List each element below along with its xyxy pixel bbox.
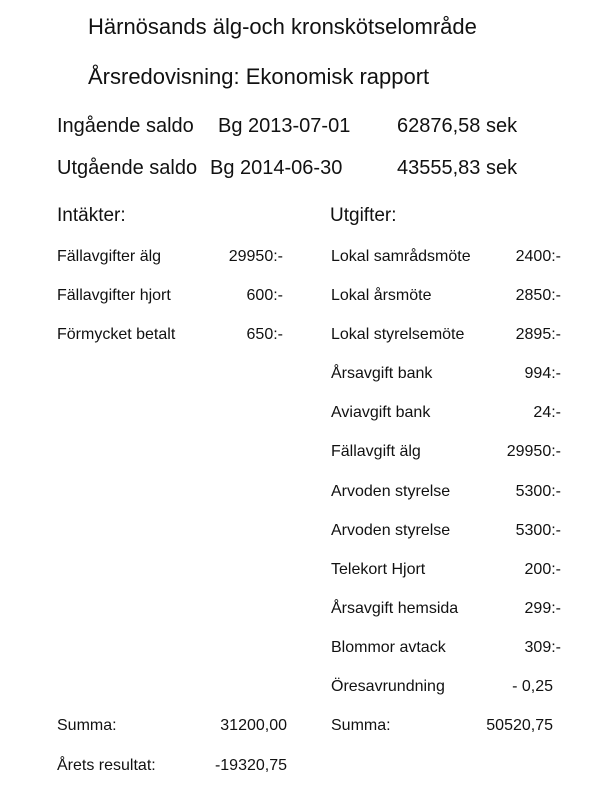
closing-balance-value: 43555,83 sek bbox=[397, 157, 518, 179]
result-label: Årets resultat: bbox=[57, 757, 156, 774]
expenses-sum-label: Summa: bbox=[331, 717, 391, 734]
closing-balance-date: Bg 2014-06-30 bbox=[210, 157, 343, 179]
income-row-label: Fällavgifter älg bbox=[57, 248, 162, 265]
expense-row-label: Arvoden styrelse bbox=[331, 522, 451, 539]
income-row-value: 29950:- bbox=[228, 248, 283, 265]
expense-row-label: Lokal samrådsmöte bbox=[331, 248, 471, 265]
income-heading: Intäkter: bbox=[57, 205, 126, 226]
income-row-value: 650:- bbox=[246, 326, 283, 343]
income-row-label: Förmycket betalt bbox=[57, 326, 176, 343]
org-title: Härnösands älg-och kronskötselområde bbox=[88, 14, 477, 39]
expense-row-label: Öresavrundning bbox=[331, 678, 445, 695]
expense-row-value: 200:- bbox=[524, 561, 561, 578]
expense-row-value: 994:- bbox=[524, 365, 561, 382]
expense-row-label: Fällavgift älg bbox=[331, 443, 421, 460]
expense-row-label: Arvoden styrelse bbox=[331, 483, 451, 500]
opening-balance-label: Ingående saldo bbox=[57, 115, 194, 137]
expense-row-value: 2400:- bbox=[515, 248, 561, 265]
expense-row-value: 309:- bbox=[524, 639, 561, 656]
expense-row-value: 2895:- bbox=[515, 326, 561, 343]
expense-row-value: 5300:- bbox=[515, 483, 561, 500]
expenses-sum-value: 50520,75 bbox=[486, 717, 553, 734]
expense-row-value: 29950:- bbox=[506, 443, 561, 460]
result-value: -19320,75 bbox=[214, 757, 287, 774]
income-sum-label: Summa: bbox=[57, 717, 117, 734]
expenses-heading: Utgifter: bbox=[330, 205, 397, 226]
expense-row-label: Årsavgift bank bbox=[331, 365, 433, 382]
income-sum-value: 31200,00 bbox=[220, 717, 287, 734]
expense-row-value: - 0,25 bbox=[512, 678, 553, 695]
expense-row-label: Telekort Hjort bbox=[331, 561, 426, 578]
expense-row-label: Årsavgift hemsida bbox=[331, 600, 459, 617]
opening-balance-date: Bg 2013-07-01 bbox=[218, 115, 351, 137]
closing-balance-label: Utgående saldo bbox=[57, 157, 198, 179]
report-title: Årsredovisning: Ekonomisk rapport bbox=[88, 64, 430, 89]
expense-row-label: Aviavgift bank bbox=[331, 404, 431, 421]
income-row-label: Fällavgifter hjort bbox=[57, 287, 171, 304]
expense-row-label: Lokal styrelsemöte bbox=[331, 326, 465, 343]
expense-row-label: Lokal årsmöte bbox=[331, 287, 432, 304]
expense-row-value: 5300:- bbox=[515, 522, 561, 539]
expense-row-value: 24:- bbox=[533, 404, 561, 421]
expense-row-value: 2850:- bbox=[515, 287, 561, 304]
income-row-value: 600:- bbox=[246, 287, 283, 304]
expense-row-label: Blommor avtack bbox=[331, 639, 446, 656]
expense-row-value: 299:- bbox=[524, 600, 561, 617]
opening-balance-value: 62876,58 sek bbox=[397, 115, 518, 137]
